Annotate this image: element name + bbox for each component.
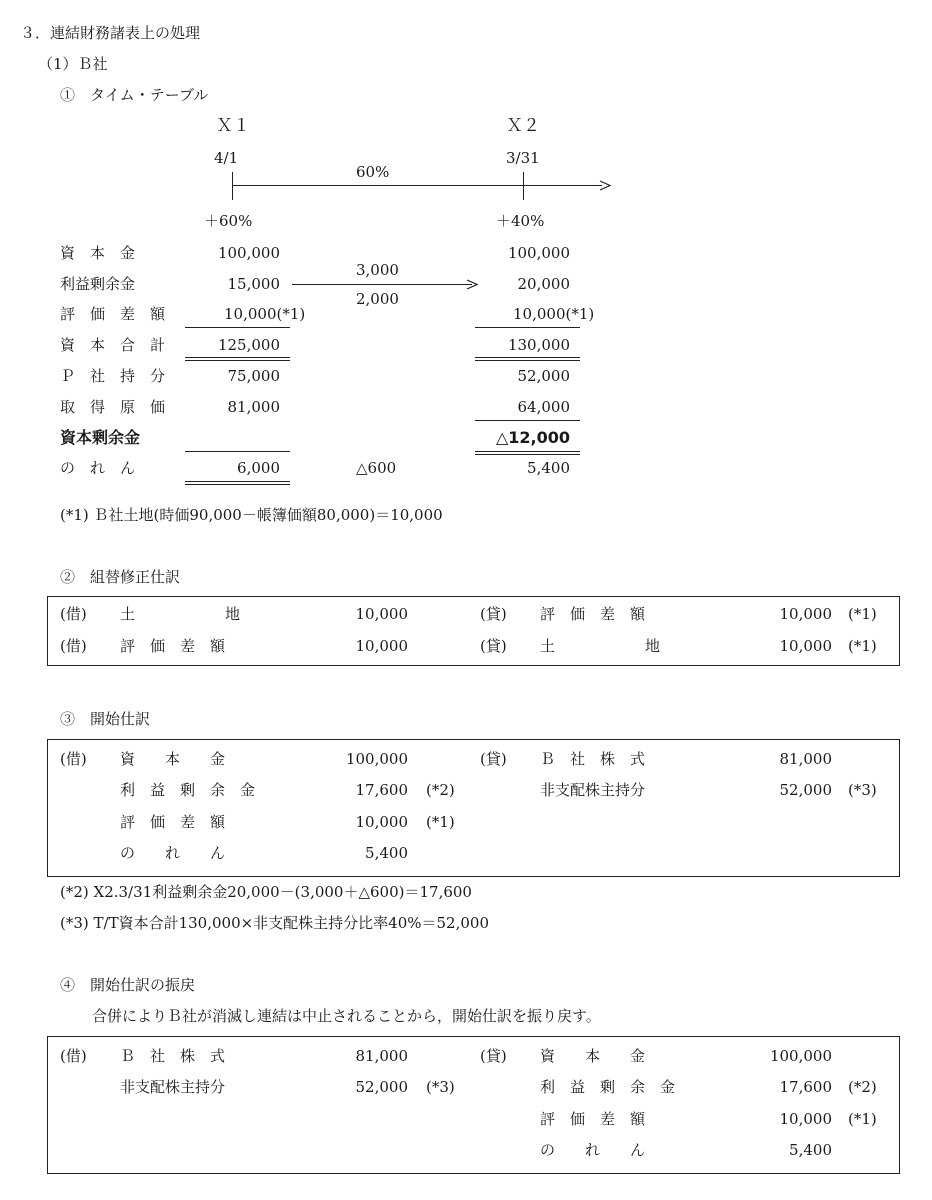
x1-goodwill-value: 6,000 (237, 459, 280, 477)
credit-account: 利 益 剰 余 金 (540, 1078, 676, 1096)
debit-marker: (借) (60, 750, 87, 768)
x2-retained-earnings-value: 20,000 (517, 275, 570, 293)
opening-entry-journal-box (47, 739, 900, 877)
x2-acquisition-cost-value: 64,000 (517, 398, 570, 416)
x1-subtotal-line (185, 327, 290, 328)
debit-account: 土 地 (120, 605, 241, 623)
retained-earnings-increase-bottom: 2,000 (356, 290, 399, 308)
debit-amount: 5,400 (365, 844, 408, 862)
debit-account: 評 価 差 額 (120, 637, 226, 655)
timeline-tick-end (523, 172, 524, 200)
retained-earnings-arrow (292, 284, 472, 285)
x2-parent-share-value: 52,000 (517, 367, 570, 385)
x2-capital-value: 100,000 (507, 244, 570, 262)
x2-acquisition-line (475, 420, 580, 421)
credit-account: 資 本 金 (540, 1047, 646, 1065)
credit-amount: 10,000 (779, 605, 832, 623)
credit-amount: 81,000 (779, 750, 832, 768)
row-label-capital: 資 本 金 (60, 244, 136, 262)
debit-account: 利 益 剰 余 金 (120, 781, 256, 799)
credit-marker: (貸) (480, 1047, 507, 1065)
ownership-percentage: 60% (356, 163, 390, 181)
row-label-valuation-difference: 評 価 差 額 (60, 305, 166, 323)
x2-valuation-difference-value: 10,000(*1) (513, 305, 595, 323)
acquisition-percent-x1: ＋60% (204, 212, 253, 230)
x2-subtotal-line (475, 327, 580, 328)
reversal-journal-box (47, 1036, 900, 1174)
row-label-total-capital: 資 本 合 計 (60, 336, 166, 354)
x1-total-capital-value: 125,000 (217, 336, 280, 354)
note-3: (*3) T/T資本合計130,000×非支配株主持分比率40%＝52,000 (60, 914, 490, 932)
x2-capital-surplus-value: △12,000 (495, 428, 570, 447)
period-x1: Ｘ１ (216, 116, 250, 136)
x1-valuation-difference-value: 10,000(*1) (224, 305, 306, 323)
opening-entry-title: ③ 開始仕訳 (60, 710, 151, 728)
debit-amount: 10,000 (355, 605, 408, 623)
x1-parent-share-value: 75,000 (227, 367, 280, 385)
debit-amount: 81,000 (355, 1047, 408, 1065)
reclassification-journal-box (47, 596, 900, 666)
credit-note-ref: (*3) (848, 781, 877, 799)
x2-goodwill-value: 5,400 (527, 459, 570, 477)
credit-note-ref: (*1) (848, 605, 877, 623)
row-label-parent-share: Ｐ 社 持 分 (60, 367, 166, 385)
row-label-acquisition-cost: 取 得 原 価 (60, 398, 166, 416)
goodwill-amortization: △600 (356, 459, 397, 477)
sub-title: （1）Ｂ社 (38, 55, 108, 73)
credit-account: の れ ん (540, 1141, 646, 1159)
reversal-title: ④ 開始仕訳の振戻 (60, 976, 196, 994)
credit-amount: 10,000 (779, 637, 832, 655)
credit-amount: 17,600 (779, 1078, 832, 1096)
date-end: 3/31 (506, 149, 540, 167)
credit-account: Ｂ 社 株 式 (540, 750, 646, 768)
credit-account: 土 地 (540, 637, 661, 655)
x1-goodwill-double-line (185, 481, 290, 485)
debit-note-ref: (*3) (426, 1078, 455, 1096)
timeline-arrow-icon (598, 180, 612, 191)
credit-note-ref: (*2) (848, 1078, 877, 1096)
timeline-axis (232, 185, 602, 186)
credit-amount: 52,000 (779, 781, 832, 799)
debit-marker: (借) (60, 1047, 87, 1065)
debit-account: 資 本 金 (120, 750, 226, 768)
note-1: (*1) Ｂ社土地(時価90,000－帳簿価額80,000)＝10,000 (60, 506, 443, 524)
credit-amount: 100,000 (769, 1047, 832, 1065)
debit-marker: (借) (60, 605, 87, 623)
retained-earnings-increase-top: 3,000 (356, 261, 399, 279)
period-x2: Ｘ２ (506, 116, 540, 136)
timeline-tick-start (232, 172, 233, 200)
debit-marker: (借) (60, 637, 87, 655)
debit-amount: 10,000 (355, 637, 408, 655)
x1-acquisition-cost-value: 81,000 (227, 398, 280, 416)
credit-account: 評 価 差 額 (540, 605, 646, 623)
credit-amount: 10,000 (779, 1110, 832, 1128)
section-title: ３．連結財務諸表上の処理 (20, 24, 201, 42)
credit-note-ref: (*1) (848, 637, 877, 655)
debit-account: 非支配株主持分 (120, 1078, 226, 1096)
credit-marker: (貸) (480, 605, 507, 623)
row-label-retained-earnings: 利益剰余金 (60, 275, 136, 293)
date-start: 4/1 (214, 149, 239, 167)
note-2: (*2) X2.3/31利益剰余金20,000－(3,000＋△600)＝17,600 (60, 883, 472, 901)
x2-total-double-line (475, 357, 580, 361)
debit-amount: 17,600 (355, 781, 408, 799)
acquisition-percent-x2: ＋40% (496, 212, 545, 230)
reversal-description: 合併によりＢ社が消滅し連結は中止されることから，開始仕訳を振り戻す。 (92, 1007, 601, 1025)
debit-note-ref: (*2) (426, 781, 455, 799)
debit-amount: 52,000 (355, 1078, 408, 1096)
credit-account: 評 価 差 額 (540, 1110, 646, 1128)
x1-capital-surplus-line (185, 451, 290, 452)
x1-retained-earnings-value: 15,000 (227, 275, 280, 293)
row-label-capital-surplus: 資本剰余金 (60, 428, 141, 447)
debit-account: の れ ん (120, 844, 226, 862)
debit-account: Ｂ 社 株 式 (120, 1047, 226, 1065)
x1-capital-value: 100,000 (217, 244, 280, 262)
x2-capital-surplus-double-line (475, 451, 580, 455)
x1-total-double-line (185, 357, 290, 361)
credit-marker: (貸) (480, 750, 507, 768)
credit-account: 非支配株主持分 (540, 781, 646, 799)
credit-marker: (貸) (480, 637, 507, 655)
x2-total-capital-value: 130,000 (507, 336, 570, 354)
debit-account: 評 価 差 額 (120, 813, 226, 831)
debit-amount: 10,000 (355, 813, 408, 831)
time-table-title: ① タイム・テーブル (60, 86, 209, 104)
debit-note-ref: (*1) (426, 813, 455, 831)
reclassification-title: ② 組替修正仕訳 (60, 568, 181, 586)
credit-note-ref: (*1) (848, 1110, 877, 1128)
row-label-goodwill: の れ ん (60, 459, 136, 477)
credit-amount: 5,400 (789, 1141, 832, 1159)
debit-amount: 100,000 (345, 750, 408, 768)
